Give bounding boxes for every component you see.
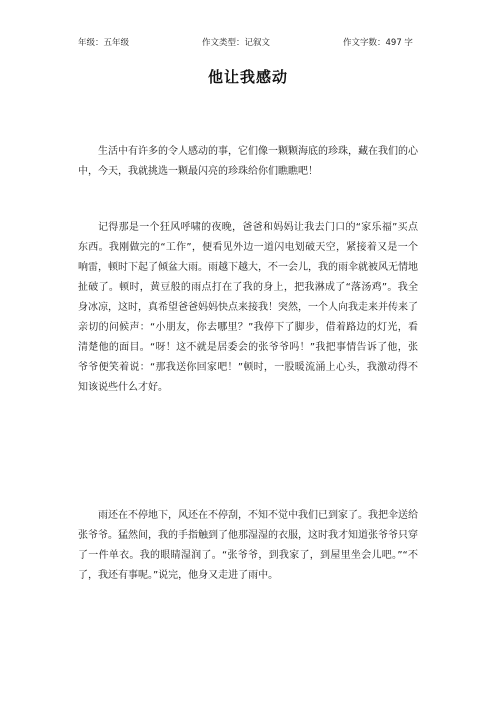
grade-label: 年级：五年级 (78, 38, 130, 48)
paragraph-3-text: 雨还在不停地下，风还在不停刮，不知不觉中我们已到家了。我把伞送给张爷爷。猛然间，我的手指触到了他那湿湿的衣服，这时我才知道张爷爷只穿了一件单衣。我的眼睛湿润了。“张爷爷，到我家了，到屋里坐会儿吧。”“不了，我还有事呢。”说完，他身又走进了雨中。 (78, 510, 418, 581)
paragraph-2 (78, 218, 418, 398)
paragraph-2-text: 记得那是一个狂风呼啸的夜晚，爸爸和妈妈让我去门口的“家乐福”买点东西。我刚做完的“工作”，便看见外边一道闪电划破天空，紧接着又是一个响雷，顿时下起了倾盆大雨。雨越下越大，不一会儿，我的雨伞就被风无情地扯破了。顿时，黄豆般的雨点打在了我的身上，把我淋成了“落汤鸡”。我全身冰凉，这时，真希望爸爸妈妈快点来接我！突然，一个人向我走来并传来了亲切的问候声：“小朋友，你去哪里？”我停下了脚步，借着路边的灯光，看清楚他的面目。“呀！这不就是居委会的张爷爷吗！”我把事情告诉了他，张爷爷便笑着说：“那我送你回家吧！”顿时，一股暖流涌上心头，我激动得不知该说些什么才好。 (78, 222, 418, 393)
paragraph-1-text: 生活中有许多的令人感动的事，它们像一颗颗海底的珍珠，藏在我们的心中，今天，我就挑选一颗最闪亮的珍珠给你们瞧瞧吧！ (78, 146, 418, 177)
paragraph-1 (78, 142, 418, 182)
essay-type-label: 作文类型：记叙文 (202, 38, 271, 48)
essay-title: 他让我感动 (207, 68, 288, 86)
paragraph-3 (78, 506, 418, 586)
essay-meta-header (0, 36, 496, 50)
word-count-label: 作文字数：497 字 (343, 38, 413, 48)
